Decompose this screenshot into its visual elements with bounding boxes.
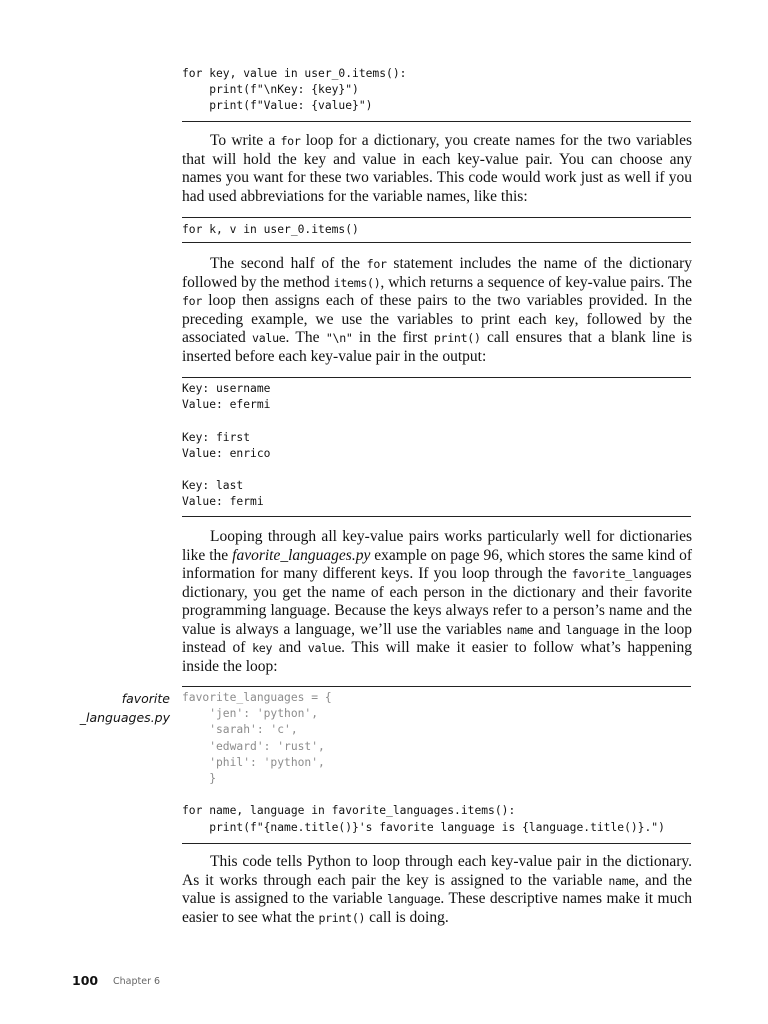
output-line: Value: efermi [182,398,271,412]
rule [182,516,691,517]
output-line: Value: fermi [182,495,264,509]
rule [182,377,691,378]
chapter-label: Chapter 6 [113,976,161,987]
output-line: Key: last [182,479,244,493]
rule [182,686,691,687]
code-line: 'sarah': 'c', [182,723,298,737]
rule [182,242,691,243]
output-line: Key: first [182,430,251,444]
code-block-abbrev [182,222,690,238]
code-line: 'jen': 'python', [182,707,319,721]
code-line: for key, value in user_0.items(): [182,67,407,80]
rule [182,843,691,844]
output-block [182,381,690,511]
code-line: favorite_languages = { [182,691,332,704]
rule [182,217,691,218]
code-line: for k, v in user_0.items() [182,223,359,236]
paragraph-3: Looping through all key-value pairs works particularly well for dictionaries like the favorite_languages.py example on page 96, which stores the same kind of information for many different keys. If you loop through the favorite_languages dictionary, you get the name of each person in the dictionary and their favorite programming language. Because the keys always refer to a person’s name and the value is always a language, we’ll use the variables name and language in the loop instead of key and value. This will make it easier to follow what’s happening inside the loop: [182,528,692,675]
output-line: Value: enrico [182,446,271,460]
code-block-loop [182,66,690,115]
code-line: print(f"\nKey: {key}") [182,83,359,97]
code-line: for name, language in favorite_languages.items(): [182,804,516,818]
code-line: 'edward': 'rust', [182,739,325,753]
output-line: Key: username [182,382,271,395]
file-name-label: favorite _languages.py [79,691,170,725]
code-line: } [182,772,217,786]
paragraph-4: This code tells Python to loop through each key-value pair in the dictionary. As it works through each pair the key is assigned to the variable name, and the value is assigned to the variable language. These descriptive names make it much easier to see what the print() call is doing. [182,853,692,926]
paragraph-1: To write a for loop for a dictionary, you create names for the two variables that will hold the key and value in each key-value pair. You can choose any names you want for these two variables. This code would work just as well if you had used abbreviations for the variable names, like this: [182,132,692,205]
code-line: print(f"Value: {value}") [182,99,373,113]
code-block-favorite-languages [182,690,690,836]
code-line: print(f"{name.title()}'s favorite language is {language.title()}.") [182,820,665,834]
page-number: 100 [72,973,99,988]
code-line: 'phil': 'python', [182,755,325,769]
paragraph-2: The second half of the for statement includes the name of the dictionary followed by the method items(), which returns a sequence of key-value pairs. The for loop then assigns each of these pairs to the two variables provided. In the preceding example, we use the variables to print each key, followed by the associated value. The "\n" in the first print() call ensures that a blank line is inserted before each key-value pair in the output: [182,255,692,365]
rule [182,121,691,122]
